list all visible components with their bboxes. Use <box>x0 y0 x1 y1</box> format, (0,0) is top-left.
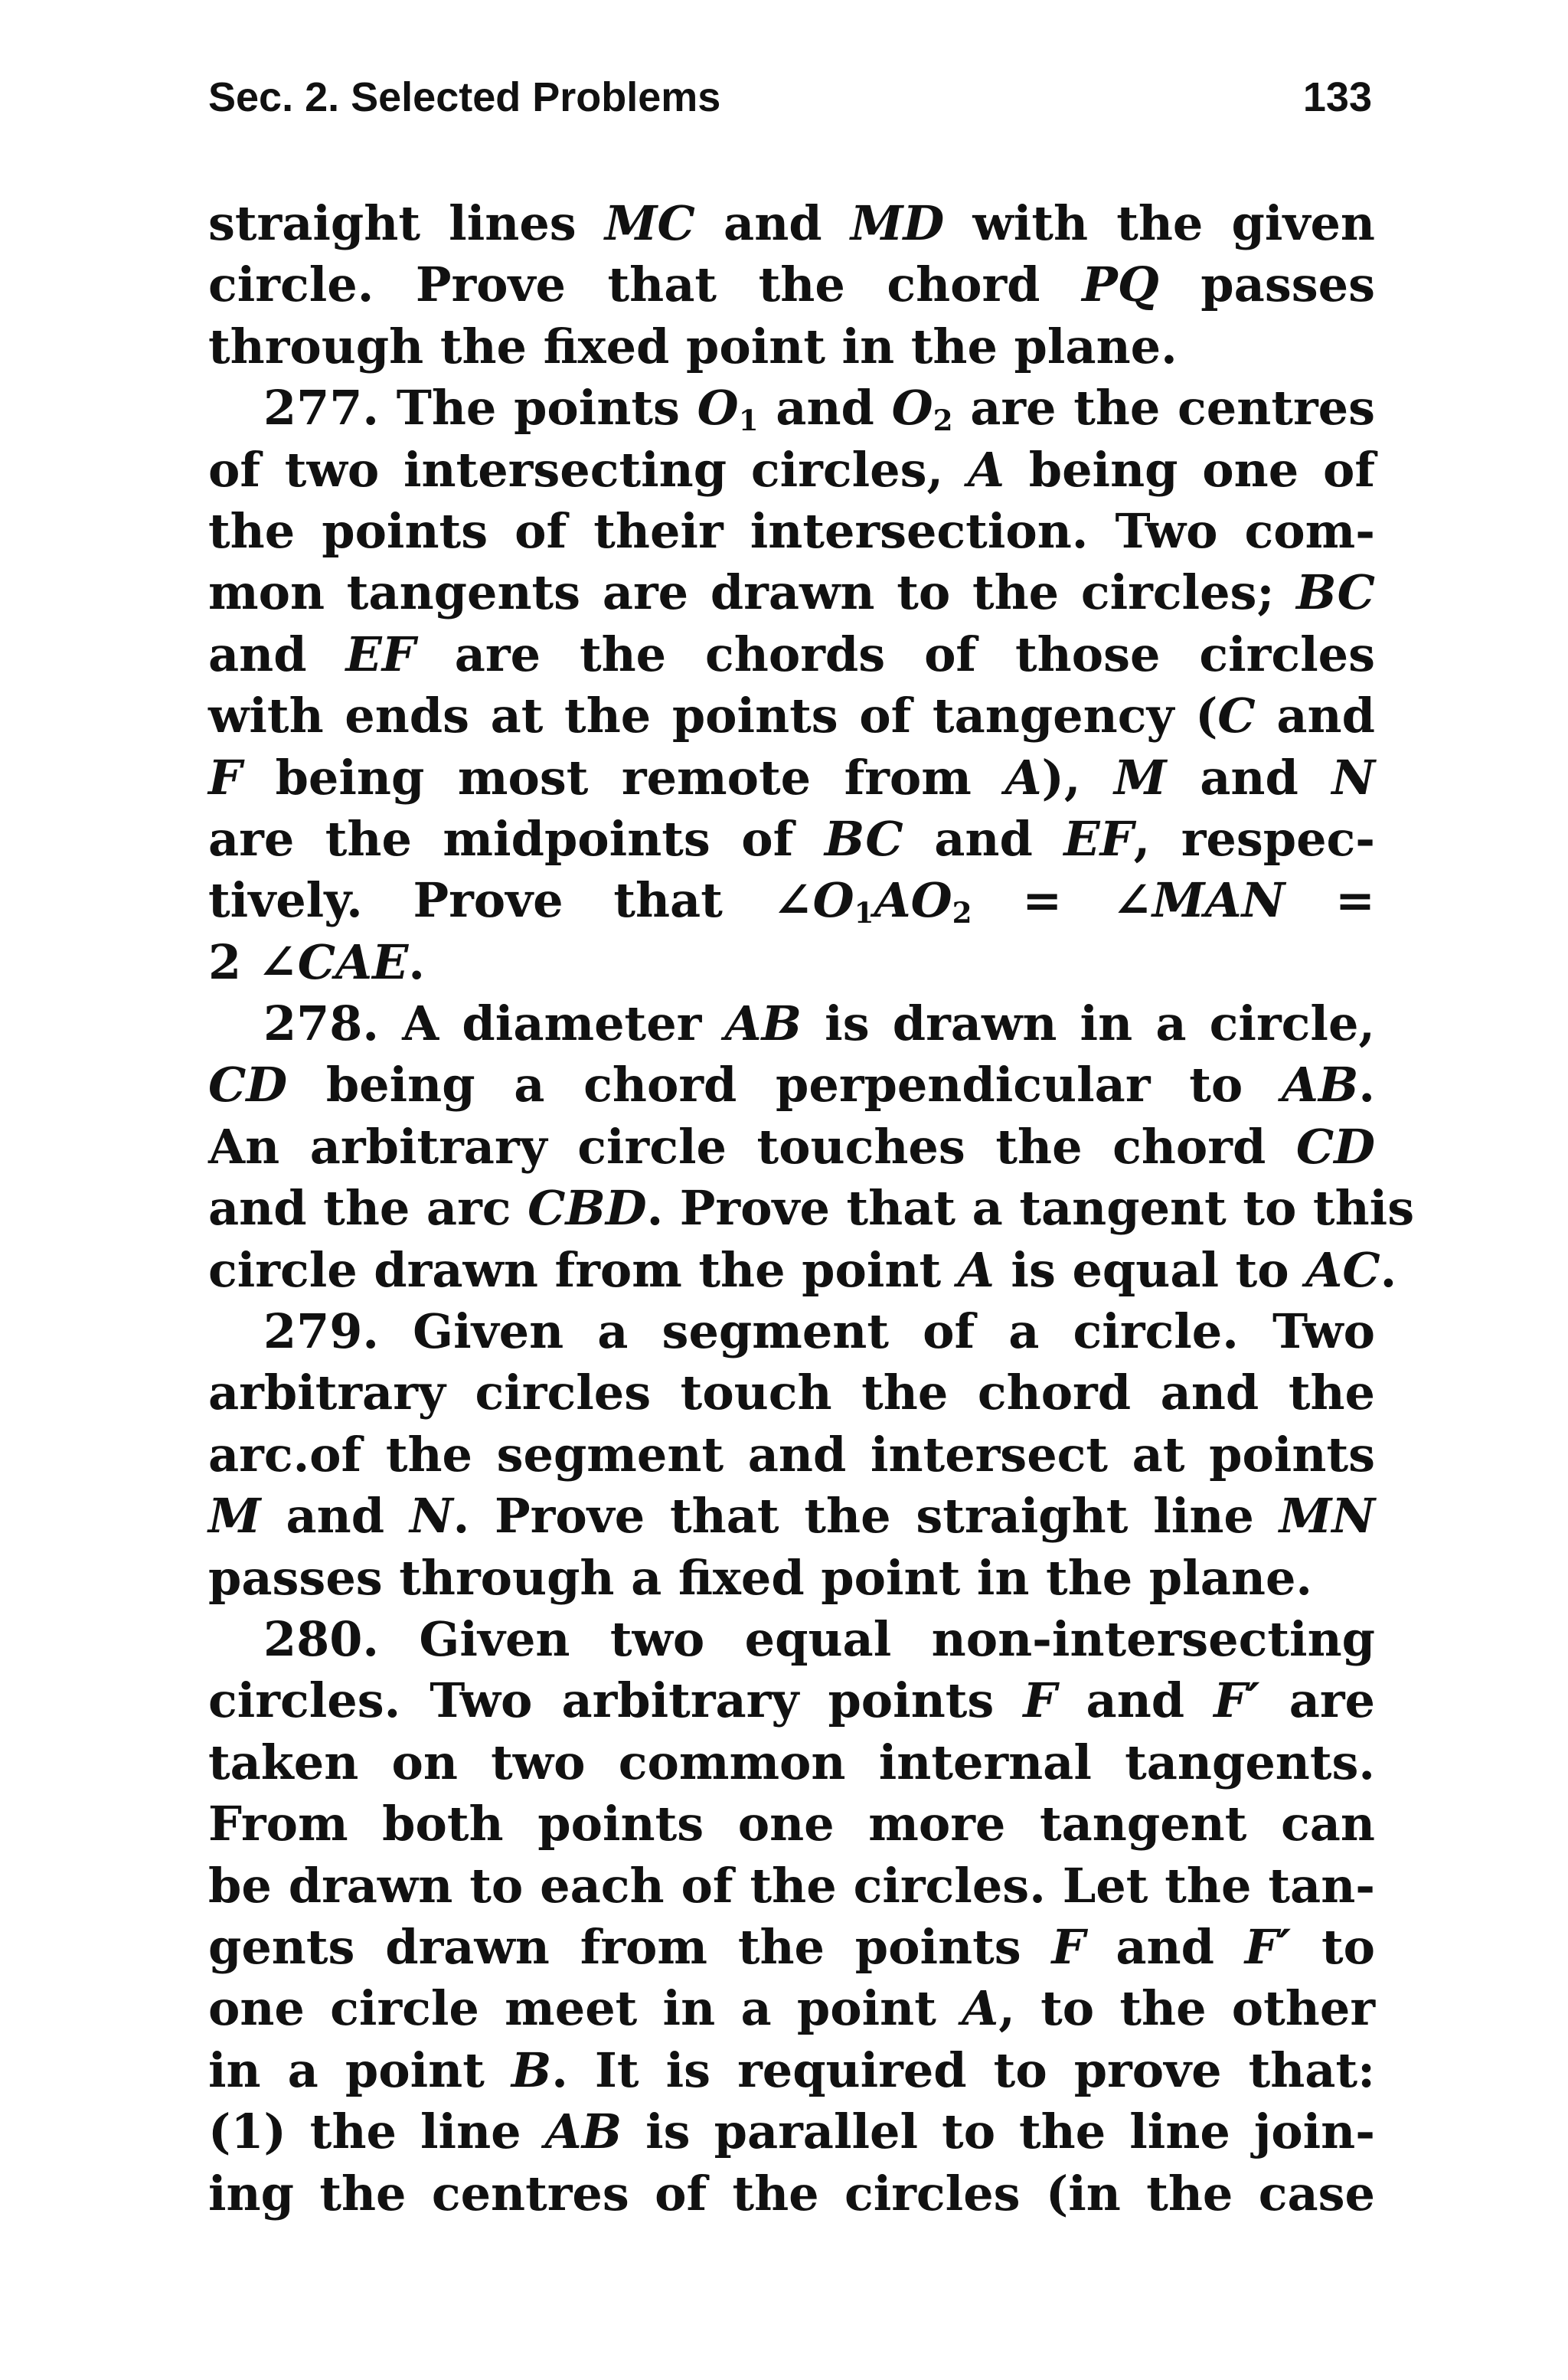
text-line: 279. Given a segment of a circle. Two <box>263 1303 1375 1360</box>
text-line: 278. A diameter AB is drawn in a circle, <box>263 995 1375 1052</box>
text-line: (1) the line AB is parallel to the line join- <box>208 2104 1375 2160</box>
text-line: arbitrary circles touch the chord and the <box>208 1365 1375 1421</box>
text-line: CD being a chord perpendicular to AB. <box>208 1057 1375 1113</box>
text-line: circle drawn from the point A is equal to AC. <box>208 1241 1397 1298</box>
text-line: and EF are the chords of those circles <box>208 626 1375 682</box>
text-line: 280. Given two equal non-intersecting <box>263 1610 1375 1667</box>
text-line: with ends at the points of tangency (C and <box>208 688 1375 744</box>
text-line: circle. Prove that the chord PQ passes <box>208 257 1375 313</box>
text-line: An arbitrary circle touches the chord CD <box>208 1118 1375 1175</box>
text-line: taken on two common internal tangents. <box>208 1734 1375 1790</box>
text-line: straight lines MC and MD with the given <box>208 195 1375 251</box>
running-header <box>208 74 1372 135</box>
text-line: arc.of the segment and intersect at points <box>208 1426 1375 1483</box>
text-line: one circle meet in a point A, to the other <box>208 1980 1375 2037</box>
text-line: passes through a fixed point in the plane. <box>208 1549 1312 1606</box>
text-line: be drawn to each of the circles. Let the tan- <box>208 1857 1375 1914</box>
text-line: F being most remote from A), M and N <box>208 749 1375 806</box>
text-line: the points of their intersection. Two com- <box>208 502 1375 559</box>
body-text <box>208 193 1415 2225</box>
text-line: M and N. Prove that the straight line MN <box>208 1488 1375 1545</box>
text-line: through the fixed point in the plane. <box>208 318 1178 374</box>
text-line: circles. Two arbitrary points F and F′ are <box>208 1672 1376 1729</box>
text-line: of two intersecting circles, A being one of <box>208 441 1375 498</box>
text-line: From both points one more tangent can <box>208 1796 1375 1852</box>
section-title: Sec. 2. Selected Problems <box>208 74 721 120</box>
text-line: 277. The points $O_1$ and $O_2$ are the centres <box>263 380 1375 438</box>
text-line: mon tangents are drawn to the circles; BC <box>208 564 1375 621</box>
text-line: in a point B. It is required to prove that: <box>208 2042 1376 2098</box>
text-line: ing the centres of the circles (in the case <box>208 2165 1375 2221</box>
text-line: tively. Prove that $\angle O_1AO_2$ = ∠MAN = <box>208 872 1375 930</box>
page-number: 133 <box>1302 74 1372 120</box>
text-line: gents drawn from the points F and F′ to <box>208 1918 1375 1975</box>
text-line: are the midpoints of BC and EF, respec- <box>208 810 1376 867</box>
text-line: 2 ∠CAE. <box>208 933 425 990</box>
text-line: and the arc CBD. Prove that a tangent to this <box>208 1180 1415 1237</box>
